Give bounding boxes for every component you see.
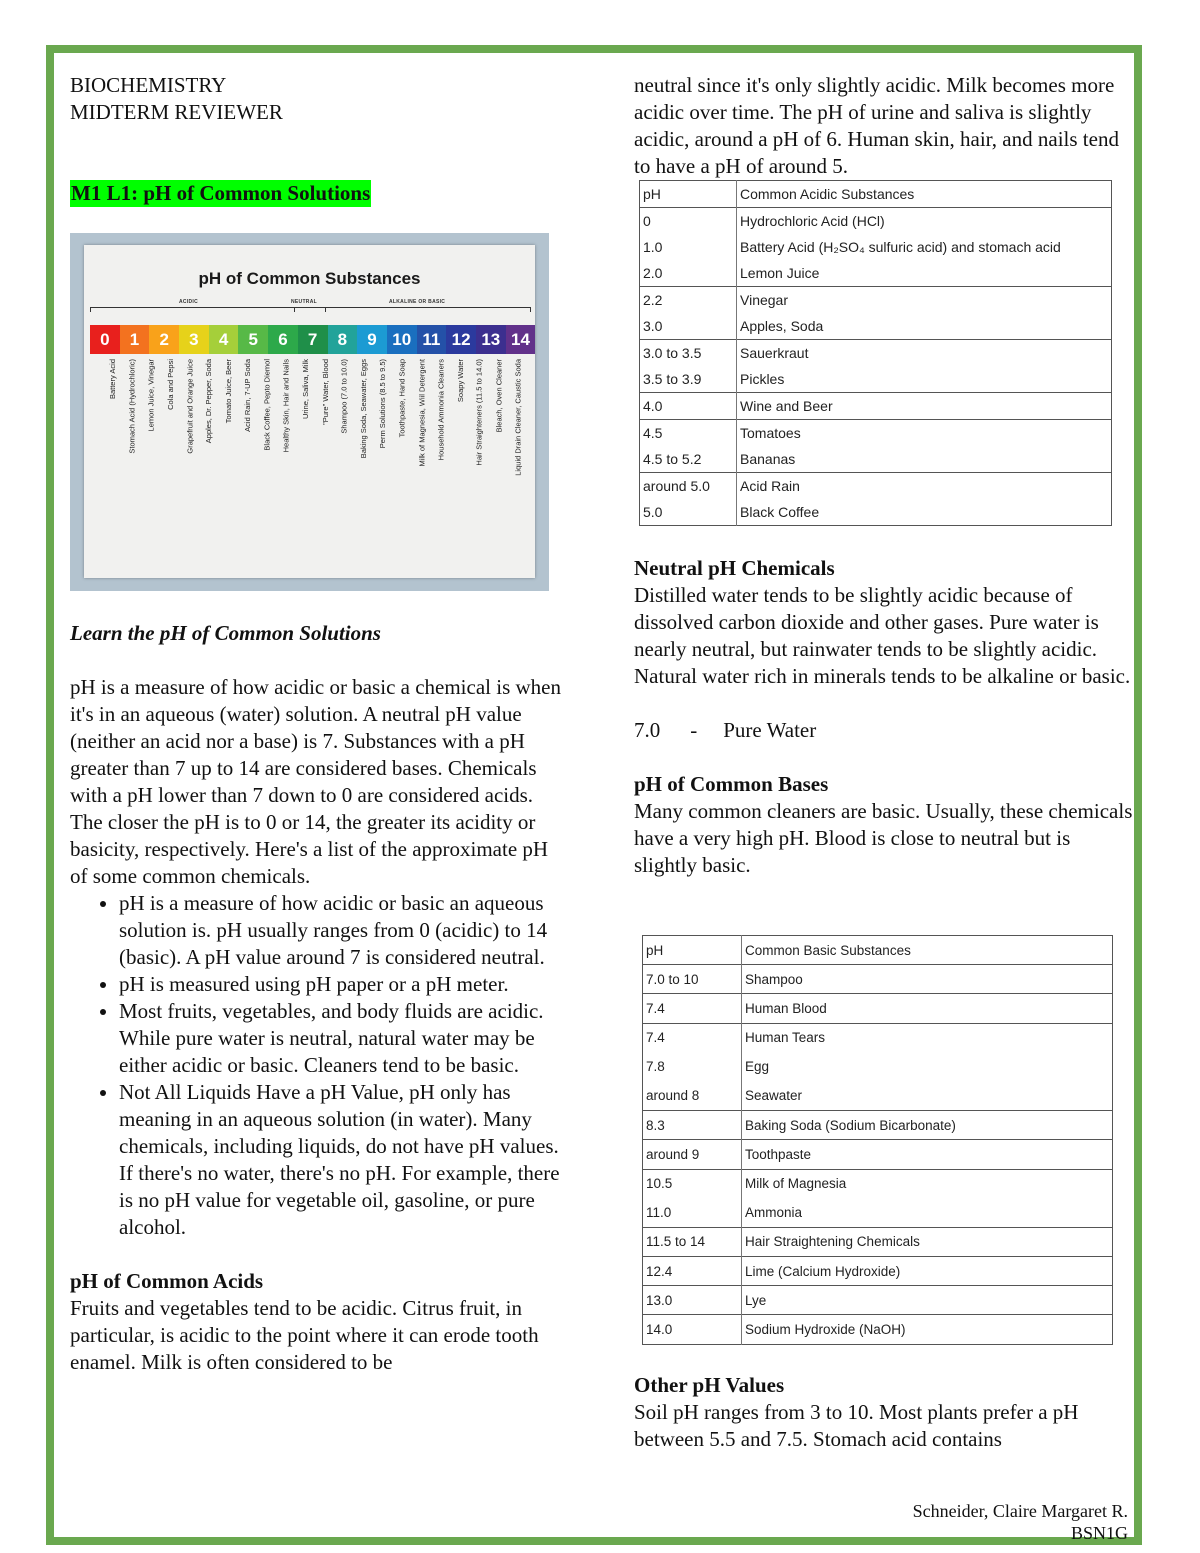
substance-cell: Lye: [745, 1292, 767, 1308]
substance-cell: Milk of Magnesia: [745, 1176, 847, 1192]
other-heading: Other pH Values: [634, 1373, 785, 1397]
substance-label: [289, 359, 311, 499]
acids-text-right: neutral since it's only slightly acidic. Milk becomes more acidic over time. The pH of urine and saliva is slightly acidic, around a pH of 6. Human skin, hair, and nails tend to have a pH of around 5.: [634, 73, 1119, 178]
substance-text: Apples, Dr. Pepper, Soda: [204, 359, 214, 444]
substance-label: [366, 359, 388, 499]
table-row: [643, 1257, 1113, 1286]
table-row: [640, 393, 1112, 420]
ph-cell-0: 0: [90, 325, 120, 354]
ph-cell-8: 8: [328, 325, 358, 354]
table-row: [643, 1315, 1113, 1344]
left-column: [70, 72, 570, 207]
table-row: [640, 472, 1112, 499]
table-row: [643, 1023, 1113, 1052]
ph-cell: 4.0: [640, 393, 737, 420]
substance-text: Household Ammonia Cleaners: [436, 359, 446, 461]
intro-paragraph: pH is a measure of how acidic or basic a chemical is when it's in an aqueous (water) solution. A neutral pH value (neither an acid nor a base) is 7. Substances with a pH greater than 7 up to 14 are considered bases. Chemicals with a pH lower than 7 down to 0 are considered acids. The closer the pH is to 0 or 14, the greater its acidity or basicity, respectively. Here's a list of the approximate pH of some common chemicals.: [70, 675, 561, 888]
substance-text: Acid Rain, 7-UP Soda: [243, 359, 253, 432]
ph-cell: around 5.0: [640, 472, 737, 499]
substance-cell: Acid Rain: [740, 477, 800, 494]
right-body: [634, 555, 1134, 879]
substance-cell: Egg: [745, 1059, 770, 1075]
acids-heading: pH of Common Acids: [70, 1269, 264, 1293]
ph-cell-4: 4: [209, 325, 239, 354]
ph-cell: 7.4: [643, 994, 742, 1023]
substance-cell: Tomatoes: [740, 424, 801, 441]
ph-cell: 14.0: [643, 1315, 742, 1344]
ph-cell: 4.5 to 5.2: [640, 446, 737, 473]
table-header-row: [640, 181, 1112, 208]
ph-cell-7: 7: [298, 325, 328, 354]
acids-table: [639, 180, 1112, 526]
substance-cell: Bananas: [740, 450, 796, 467]
neutral-text: Distilled water tends to be slightly acidic because of dissolved carbon dioxide and other gases. Pure water is nearly neutral, but rainwater tends to be slightly acidic. Natural water rich in minerals tends to be alkaline or basic.: [634, 583, 1131, 688]
ph-cell-12: 12: [446, 325, 476, 354]
right-column: [634, 72, 1134, 180]
substance-cell: Sodium Hydroxide (NaOH): [745, 1322, 906, 1338]
category-basic: ALKALINE OR BASIC: [389, 299, 446, 305]
substance-cell: Hair Straightening Chemicals: [745, 1234, 920, 1250]
substance-label: [173, 359, 195, 499]
table-row: [640, 260, 1112, 287]
substance-label: [193, 359, 214, 499]
substance-cell: Human Tears: [745, 1030, 826, 1046]
category-acidic: ACIDIC: [179, 299, 199, 305]
ph-cell-13: 13: [476, 325, 506, 354]
substance-text: Perm Solutions (8.5 to 9.5): [378, 359, 388, 449]
table-row: [640, 340, 1112, 367]
table-row: [640, 366, 1112, 393]
ph-cell: 3.0: [640, 313, 737, 340]
table-row: [640, 287, 1112, 314]
table-row: [643, 1052, 1113, 1081]
ph-chart-image: [70, 233, 549, 591]
author-name: Schneider, Claire Margaret R.: [912, 1501, 1128, 1521]
table-row: [640, 499, 1112, 526]
neutral-heading: Neutral pH Chemicals: [634, 556, 835, 580]
substance-text: Lemon Juice, Vinegar: [146, 359, 156, 432]
ph-cell-9: 9: [357, 325, 387, 354]
substance-label: [270, 359, 291, 499]
ph-cell-14: 14: [506, 325, 536, 354]
table-header-cell: Common Basic Substances: [745, 942, 911, 958]
substance-text: Soapy Water: [455, 359, 465, 403]
list-item: • pH is a measure of how acidic or basic an aqueous solution is. pH usually ranges from 0 (acidic) to 14 (basic). A pH value around 7 is considered neutral.: [119, 890, 570, 971]
substance-text: Bleach, Oven Cleaner: [494, 359, 504, 433]
substance-label: [154, 359, 175, 499]
substance-cell: Shampoo: [745, 971, 803, 987]
substance-text: Hair Straighteners (11.5 to 14.0): [475, 359, 485, 466]
table-header-row: [643, 936, 1113, 965]
table-header-cell: pH: [640, 181, 737, 208]
pure-water-dash: -: [690, 718, 698, 742]
substance-text: Stomach Acid (Hydrochloric): [127, 359, 137, 454]
basic-bracket: [325, 307, 531, 312]
ph-cell: 1.0: [640, 234, 737, 261]
header-title: MIDTERM REVIEWER: [70, 100, 283, 124]
ph-scale: [90, 325, 535, 354]
ph-cell: 12.4: [643, 1257, 742, 1286]
ph-cell: 3.0 to 3.5: [640, 340, 737, 367]
category-neutral: NEUTRAL: [291, 299, 317, 305]
neutral-bracket: [294, 307, 326, 312]
table-row: [643, 965, 1113, 994]
ph-cell: around 8: [643, 1081, 742, 1110]
ph-chart-paper: [84, 245, 535, 578]
substance-cell: Toothpaste: [745, 1146, 812, 1162]
substance-label: [463, 359, 485, 499]
list-item: • pH is measured using pH paper or a pH meter.: [119, 971, 570, 998]
substance-text: Black Coffee, Pepto Diemol: [262, 359, 272, 451]
ph-cell: 2.2: [640, 287, 737, 314]
substance-label: [96, 359, 117, 499]
substance-cell: Pickles: [740, 371, 785, 387]
ph-cell: 10.5: [643, 1169, 742, 1198]
footer: [913, 1500, 1128, 1544]
chart-title: pH of Common Substances: [198, 269, 421, 288]
ph-cell: 7.8: [643, 1052, 742, 1081]
ph-cell: 8.3: [643, 1111, 742, 1140]
ph-cell: 3.5 to 3.9: [640, 366, 737, 393]
list-item: • Not All Liquids Have a pH Value, pH only has meaning in an aqueous solution (in water). Many chemicals, including liquids, do not have pH values. If there's no water, there's no pH. For example, there is no pH value for vegetable oil, gasoline, or pure alcohol.: [119, 1079, 570, 1241]
table-row: [643, 1169, 1113, 1198]
substance-text: Milk of Magnesia, Wiil Detergent: [417, 359, 427, 467]
table-row: [640, 313, 1112, 340]
substance-label: [502, 359, 523, 499]
table-row: [643, 1140, 1113, 1169]
table-row: [640, 207, 1112, 234]
header-subject: BIOCHEMISTRY: [70, 73, 227, 97]
table-header-cell: Common Acidic Substances: [740, 185, 915, 202]
bases-heading: pH of Common Bases: [634, 772, 829, 796]
substance-label: [135, 359, 156, 499]
substance-cell: Vinegar: [740, 292, 789, 308]
table-row: [640, 419, 1112, 446]
table-row: [643, 994, 1113, 1023]
substance-label: [405, 359, 427, 499]
table-row: [643, 1227, 1113, 1256]
list-item: • Most fruits, vegetables, and body fluids are acidic. While pure water is neutral, natural water may be either acidic or basic. Cleaners tend to be basic.: [119, 998, 570, 1079]
substance-cell: Human Blood: [745, 1000, 827, 1016]
ph-cell: 11.0: [643, 1198, 742, 1227]
table-row: [643, 1286, 1113, 1315]
substance-label: [231, 359, 253, 499]
other-text: Soil pH ranges from 3 to 10. Most plants prefer a pH between 5.5 and 7.5. Stomach acid contains: [634, 1400, 1079, 1451]
substance-label: [347, 359, 369, 499]
substance-cell: Apples, Soda: [740, 318, 824, 334]
substance-text: Liquid Drain Cleaner, Caustic Soda: [513, 359, 523, 476]
author-section: BSN1G: [1070, 1523, 1128, 1543]
ph-cell-11: 11: [417, 325, 447, 354]
substance-label: [115, 359, 137, 499]
substance-label: [444, 359, 465, 499]
learn-heading: Learn the pH of Common Solutions: [70, 621, 381, 645]
table-row: [643, 1111, 1113, 1140]
substance-text: Shampoo (7.0 to 10.0): [339, 359, 349, 434]
ph-cell-5: 5: [238, 325, 268, 354]
ph-cell-10: 10: [387, 325, 417, 354]
substance-label: [424, 359, 446, 499]
ph-cell-2: 2: [149, 325, 179, 354]
other-section: [634, 1372, 1134, 1453]
table-row: [640, 234, 1112, 261]
substance-label: [212, 359, 233, 499]
ph-cell: 2.0: [640, 260, 737, 287]
table-row: [643, 1081, 1113, 1110]
substance-cell: Sauerkraut: [740, 345, 809, 361]
left-body: [70, 620, 570, 1376]
bases-table: [642, 935, 1113, 1345]
module-title: M1 L1: pH of Common Solutions: [71, 181, 371, 205]
substance-label: [309, 359, 330, 499]
pure-water-line: [634, 717, 1134, 744]
substance-text: Grapefruit and Orange Juice: [185, 359, 195, 454]
substance-text: Urine, Saliva, Milk: [301, 359, 311, 420]
substance-cell: Seawater: [745, 1088, 803, 1104]
ph-cell-6: 6: [268, 325, 298, 354]
substance-cell: Lime (Calcium Hydroxide): [745, 1263, 901, 1279]
substance-text: Tomato Juice, Beer: [223, 359, 233, 424]
substance-text: "Pure" Water, Blood: [320, 359, 330, 425]
ph-cell: 7.0 to 10: [643, 965, 742, 994]
substance-cell: Baking Soda (Sodium Bicarbonate): [745, 1117, 956, 1133]
substance-label: [328, 359, 349, 499]
bullet-list: [70, 890, 570, 1241]
ph-cell: 5.0: [640, 499, 737, 526]
ph-cell: 7.4: [643, 1023, 742, 1052]
pure-water-label: Pure Water: [723, 718, 817, 742]
substance-cell: Lemon Juice: [740, 265, 820, 281]
substance-text: Baking Soda, Seawater, Eggs: [359, 359, 369, 459]
substance-label: [386, 359, 407, 499]
substance-cell: Black Coffee: [740, 503, 820, 520]
pure-water-ph: 7.0: [634, 718, 661, 742]
substance-text: Healthy Skin, Hair and Nails: [281, 359, 291, 453]
acids-text-left: Fruits and vegetables tend to be acidic. Citrus fruit, in particular, is acidic to the point where it can erode tooth enamel. Milk is often considered to be: [70, 1296, 539, 1374]
ph-cell: 4.5: [640, 419, 737, 446]
ph-cell: 0: [640, 207, 737, 234]
table-header-cell: pH: [643, 936, 742, 965]
substance-text: Toothpaste, Hand Soap: [397, 359, 407, 438]
ph-cell: 11.5 to 14: [643, 1227, 742, 1256]
table-row: [643, 1198, 1113, 1227]
substance-cell: Hydrochloric Acid (HCl): [740, 212, 885, 229]
substance-label: [251, 359, 272, 499]
ph-cell-1: 1: [120, 325, 150, 354]
substance-cell: Ammonia: [745, 1205, 803, 1221]
substance-cell: Wine and Beer: [740, 397, 833, 414]
substance-text: Cola and Pepsi: [165, 359, 175, 410]
substance-text: Battery Acid: [108, 359, 117, 400]
ph-cell-3: 3: [179, 325, 209, 354]
table-row: [640, 446, 1112, 473]
bases-text: Many common cleaners are basic. Usually, these chemicals have a very high pH. Blood is close to neutral but is slightly basic.: [634, 799, 1133, 877]
ph-cell: 13.0: [643, 1286, 742, 1315]
substance-cell: Battery Acid (H₂SO₄ sulfuric acid) and stomach acid: [740, 238, 1061, 255]
acidic-bracket: [90, 307, 295, 312]
ph-cell: around 9: [643, 1140, 742, 1169]
substance-label: [482, 359, 504, 499]
